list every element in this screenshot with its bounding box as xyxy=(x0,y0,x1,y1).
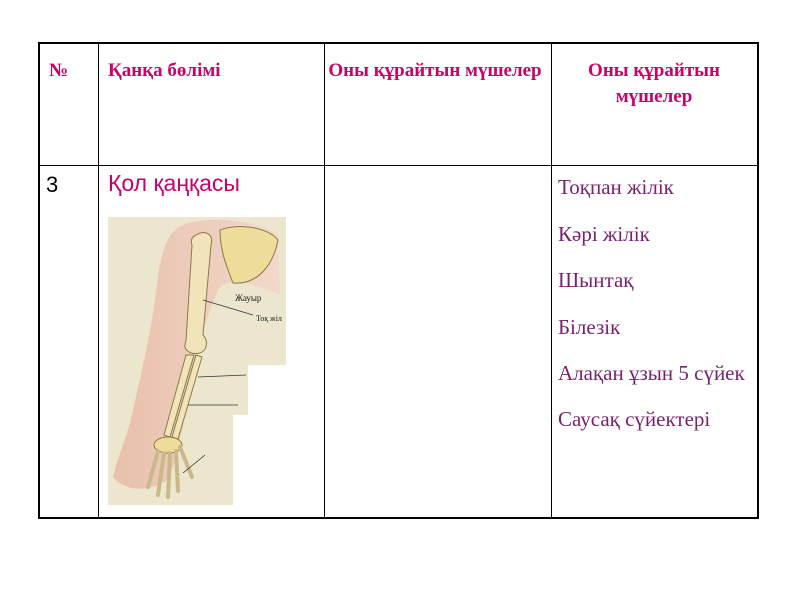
list-item: Шынтақ xyxy=(558,268,634,292)
list-item: Саусақ сүйектері xyxy=(558,406,711,431)
column-divider xyxy=(551,44,552,517)
list-item: Алақан ұзын 5 сүйек xyxy=(558,361,745,385)
list-item: Кәрі жілік xyxy=(558,221,650,246)
row-number: 3 xyxy=(46,172,59,197)
header-components-1: Оны құрайтын мүшелер xyxy=(328,60,542,81)
scapula-label: Жауыр xyxy=(235,293,262,303)
arm-skeleton-illustration xyxy=(108,215,288,505)
list-item: Білезік xyxy=(558,314,621,339)
header-section: Қанқа бөлімі xyxy=(108,60,221,81)
bones-list xyxy=(558,173,753,451)
list-item: Тоқпан жілік xyxy=(558,175,674,199)
row-section-label: Қол қаңқасы xyxy=(108,170,240,196)
column-divider xyxy=(98,44,99,517)
header-number: № xyxy=(49,60,69,81)
header-components-2: Оны құрайтын мүшелер xyxy=(588,60,720,107)
column-divider xyxy=(324,44,325,517)
row-divider xyxy=(40,165,757,166)
humerus-label: Тоқ жіл xyxy=(256,314,282,323)
